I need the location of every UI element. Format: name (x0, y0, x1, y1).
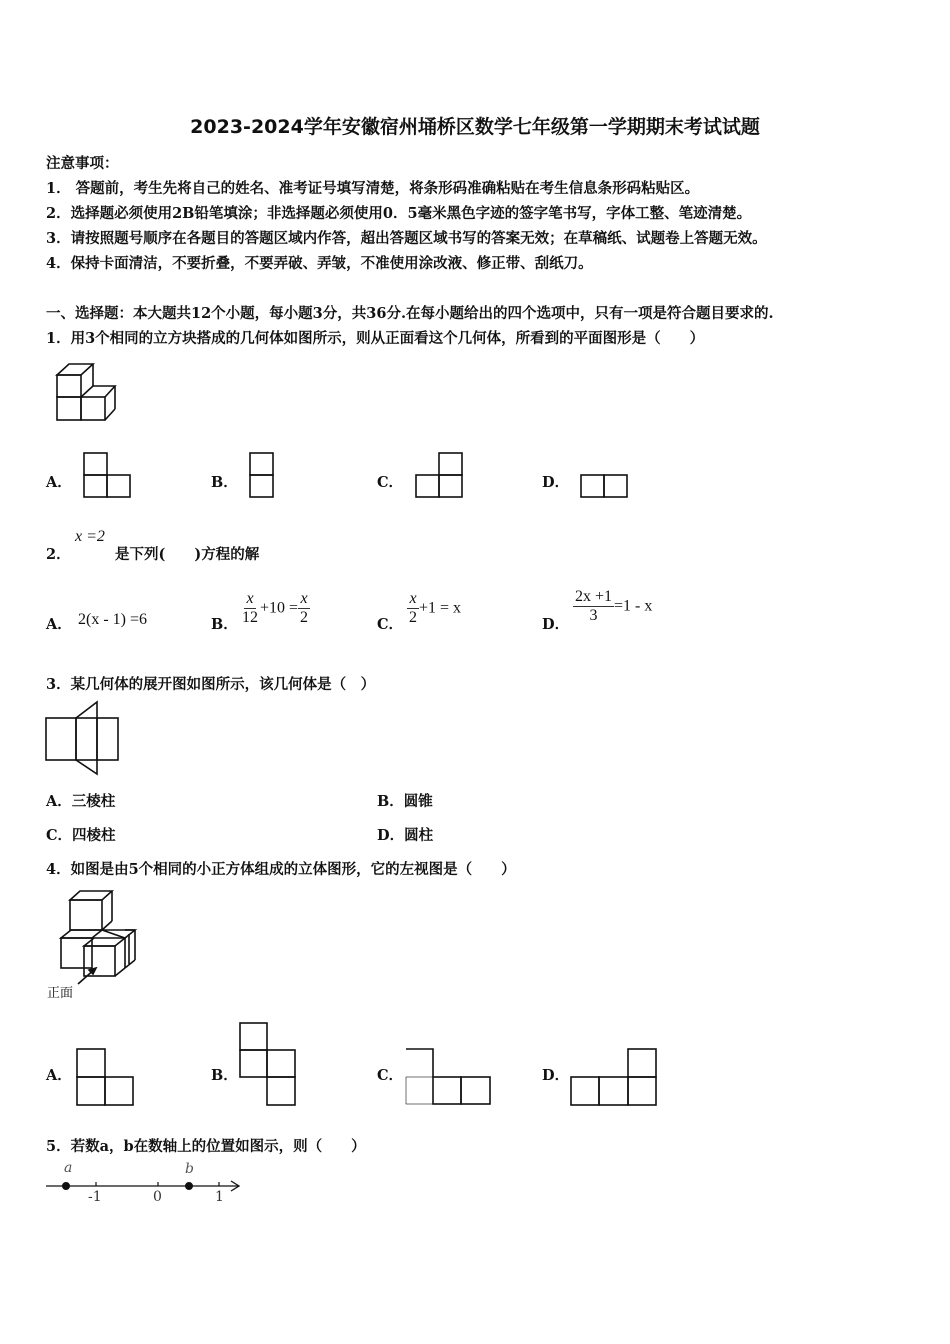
q2-option-a-label[interactable]: A． (46, 616, 72, 633)
question-4-stem: 4．如图是由5个相同的小正方体组成的立体图形，它的左视图是（ ） (46, 861, 516, 878)
page-title: 2023-2024学年安徽宿州埇桥区数学七年级第一学期期末考试试题 (190, 116, 760, 138)
section-heading: 一、选择题：本大题共12个小题，每小题3分，共36分.在每小题给出的四个选项中，只有一项是符合题目要求的. (46, 305, 774, 322)
q2-option-b-equation: $\frac{x}{12}$ +10 = $\frac{x}{2}$ (242, 590, 309, 627)
q4-option-b-label[interactable]: B． (211, 1067, 238, 1084)
notice-heading: 注意事项： (46, 155, 119, 172)
q2-option-c-label[interactable]: C． (377, 616, 404, 633)
q3-option-c[interactable]: C．四棱柱 (46, 827, 116, 844)
q1-option-d-label[interactable]: D． (542, 474, 570, 491)
q4-option-d-label[interactable]: D． (542, 1067, 570, 1084)
notice-item: 1． 答题前，考生先将自己的姓名、准考证号填写清楚，将条形码准确粘贴在考生信息条形码粘贴区。 (46, 180, 700, 197)
axis-tick-label: 0 (153, 1189, 162, 1205)
front-view-label: 正面 (47, 986, 74, 1001)
q1-option-a-label[interactable]: A． (46, 474, 72, 491)
question-2-stem: 是下列( )方程的解 (115, 546, 260, 563)
q3-option-a[interactable]: A．三棱柱 (46, 793, 116, 810)
q2-condition: x =2 (75, 528, 105, 545)
q2-option-a-equation: 2(x - 1) =6 (78, 611, 148, 628)
notice-item: 2．选择题必须使用2B铅笔填涂；非选择题必须使用0．5毫米黑色字迹的签字笔书写，字体工整、笔迹清楚。 (46, 205, 752, 222)
question-1-stem: 1．用3个相同的立方块搭成的几何体如图所示，则从正面看这个几何体，所看到的平面图形是（ ） (46, 330, 705, 347)
q1-option-b-label[interactable]: B． (211, 474, 238, 491)
question-3-stem: 3．某几何体的展开图如图所示，该几何体是（ ） (46, 676, 376, 693)
q2-option-d-equation: $\frac{2x +1}{3}$ =1 - x (575, 588, 653, 625)
notice-item: 3．请按照题号顺序在各题目的答题区域内作答，超出答题区域书写的答案无效；在草稿纸、试题卷上答题无效。 (46, 230, 767, 247)
q3-option-b[interactable]: B．圆锥 (377, 793, 433, 810)
q4-option-a-label[interactable]: A． (46, 1067, 72, 1084)
question-5-stem: 5．若数a，b在数轴上的位置如图示，则（ ） (46, 1138, 366, 1155)
axis-label-b: b (185, 1161, 194, 1177)
question-2-number: 2． (46, 546, 71, 563)
q3-option-d[interactable]: D．圆柱 (377, 827, 434, 844)
axis-tick-label: -1 (88, 1189, 102, 1205)
q2-option-c-equation: $\frac{x}{2}$ +1 = x (409, 590, 462, 627)
notice-item: 4．保持卡面清洁，不要折叠，不要弄破、弄皱，不准使用涂改液、修正带、刮纸刀。 (46, 255, 593, 272)
axis-label-a: a (64, 1160, 73, 1176)
q2-option-b-label[interactable]: B． (211, 616, 238, 633)
q2-option-d-label[interactable]: D． (542, 616, 570, 633)
axis-tick-label: 1 (215, 1189, 224, 1205)
q4-option-c-label[interactable]: C． (377, 1067, 404, 1084)
q1-option-c-label[interactable]: C． (377, 474, 404, 491)
